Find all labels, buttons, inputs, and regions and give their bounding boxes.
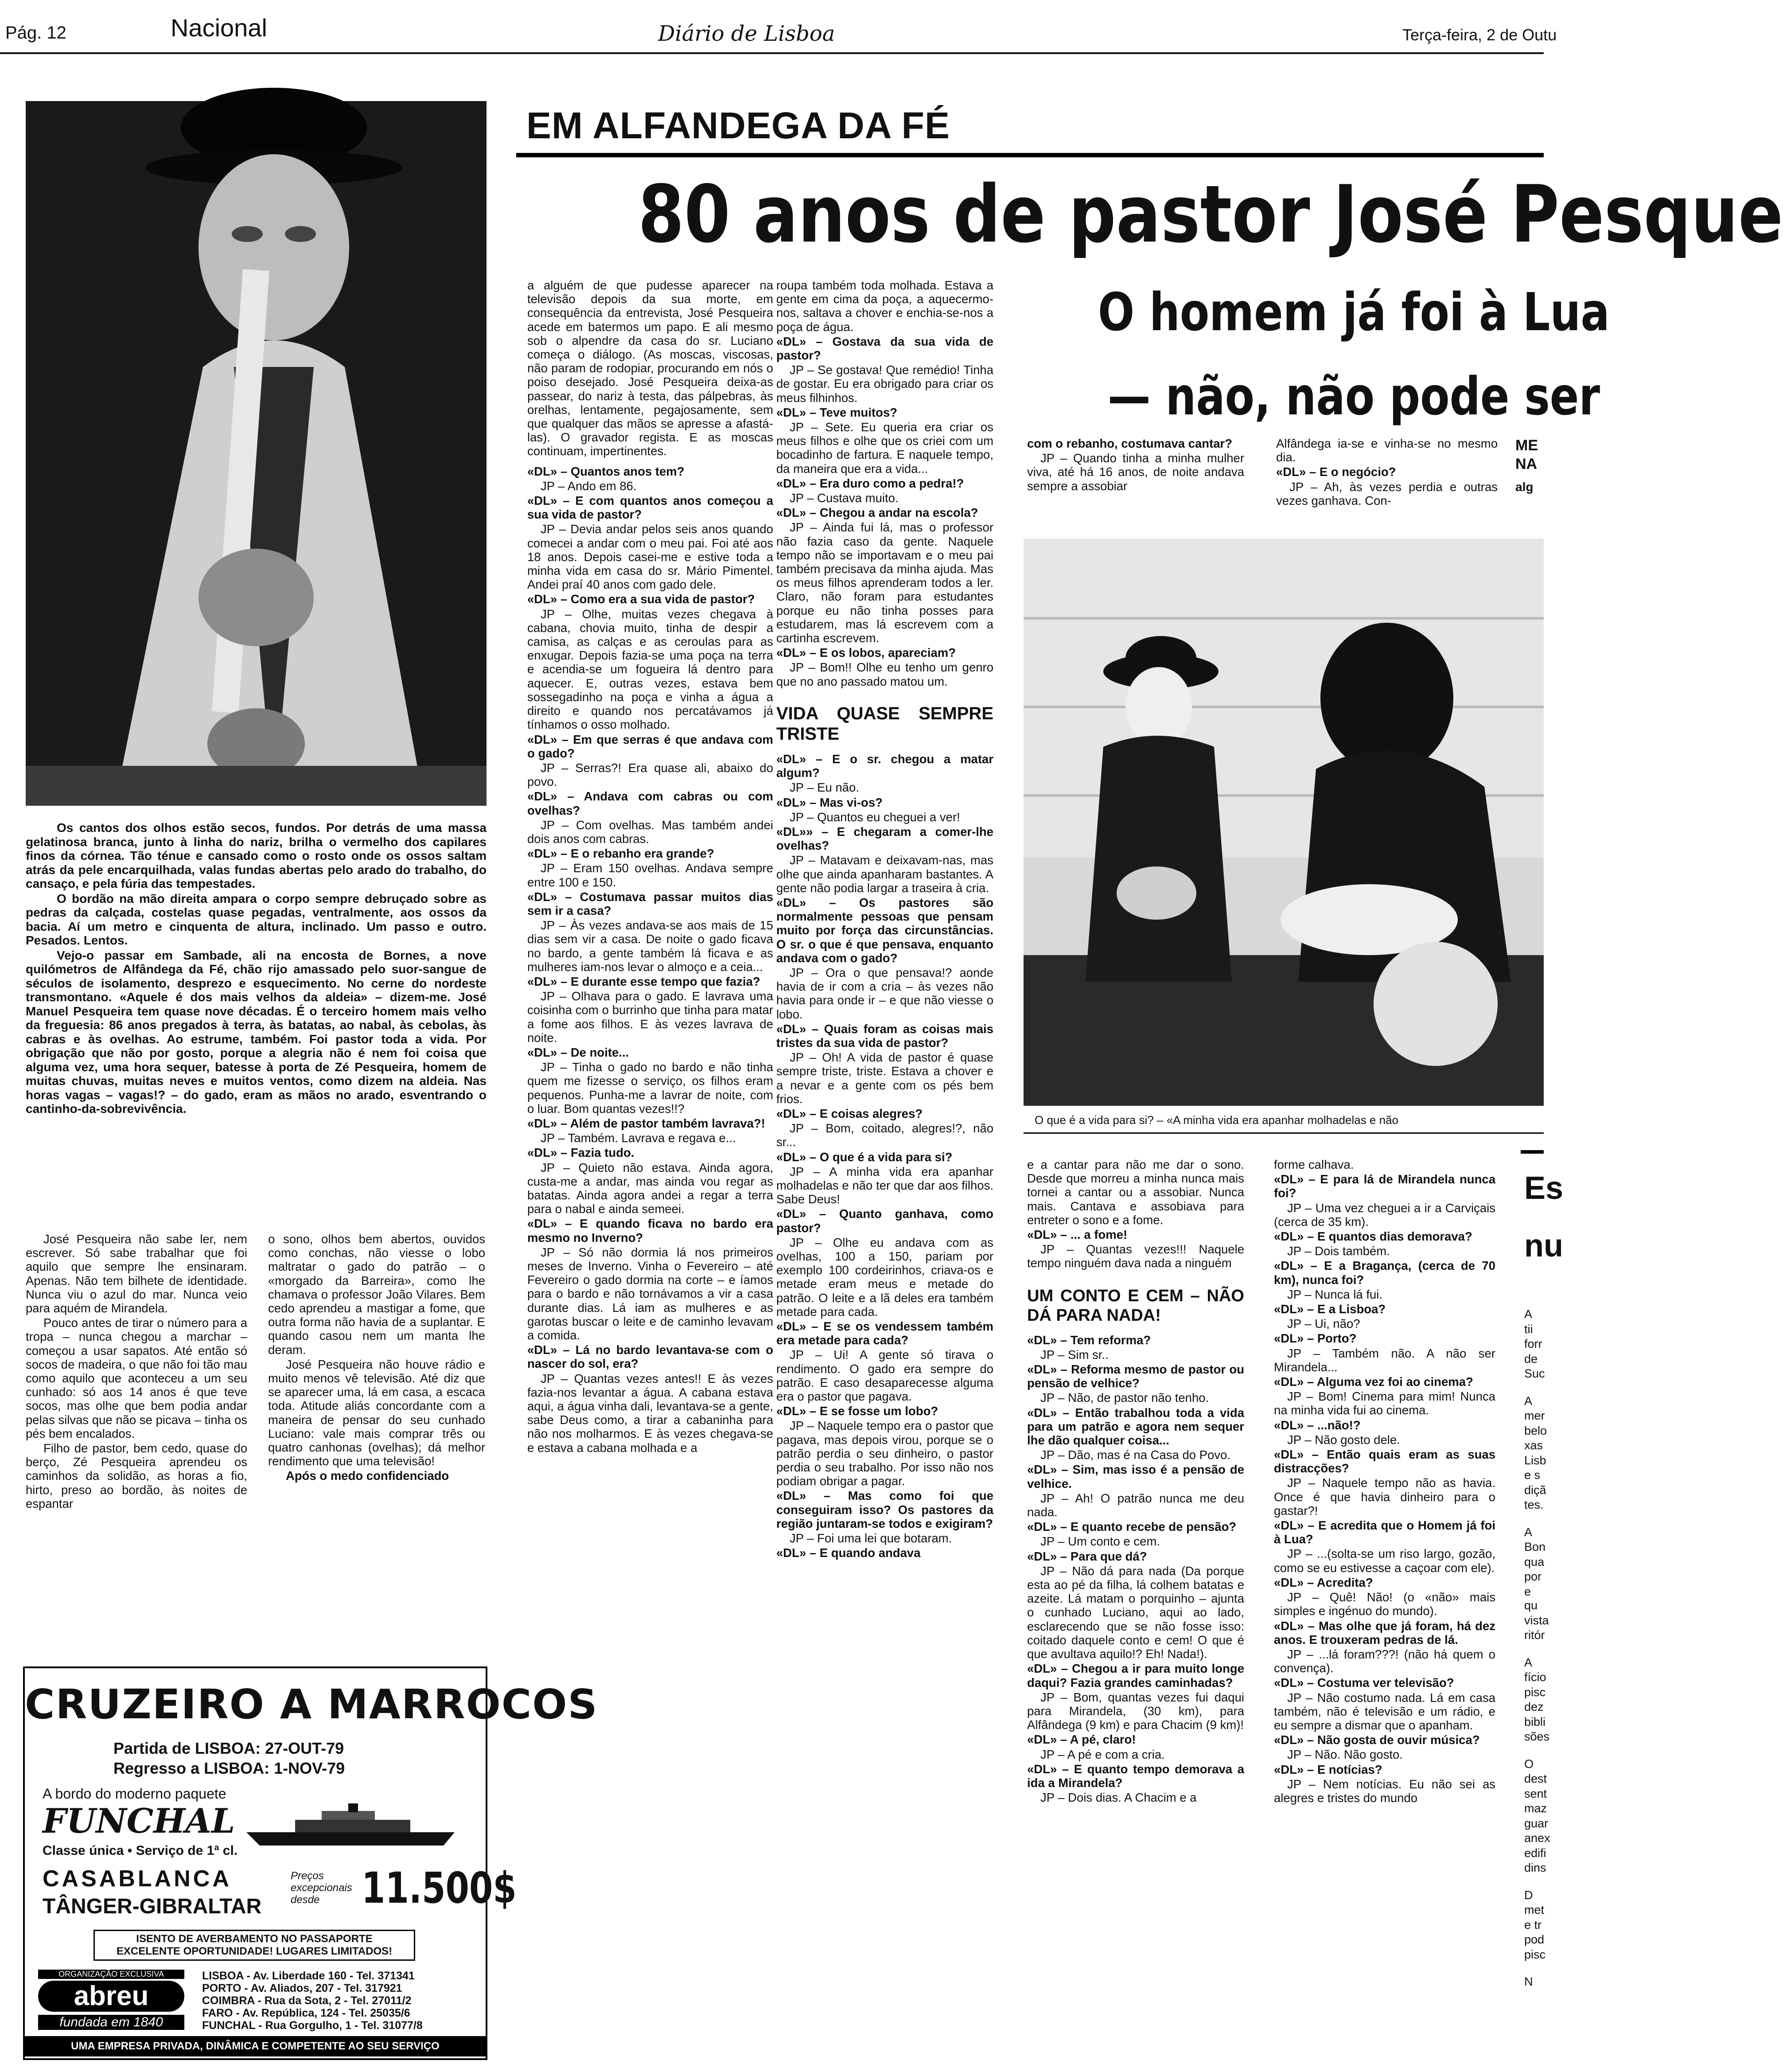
answer: JP – Sete. Eu queria era criar os meus filhos e olhe que os criei com um bocadinho de fartura. E naquele tempo, da maneira que era a vida... [776, 420, 993, 476]
fragment: mer [1524, 1409, 1545, 1422]
ad-address: FUNCHAL - Rua Gorgulho, 1 - Tel. 31077/8 [202, 2019, 423, 2032]
return-date: 1-NOV-79 [274, 1759, 345, 1777]
question: «DL» – E se os vendessem também era metade para cada? [776, 1319, 993, 1347]
paragraph: Pouco antes de tirar o número para a tropa – nunca chegou a marchar – começou a usar sapatos. Até então só socos de madeira, o que não foi tão mau como aquilo que aconteceu a um seu cunhado: só aos 14 anos é que teve socos, mas olhe que bem podia andar pelas silvas que não se picava – tinha os pés bem encalados. [26, 1316, 247, 1440]
question: «DL» – Costumava passar muitos dias sem ir a casa? [527, 890, 773, 917]
fragment: sões [1524, 1730, 1550, 1743]
fragment: pisc [1524, 1685, 1546, 1699]
question: «DL» – Fazia tudo. [527, 1146, 635, 1160]
answer: JP – Custava muito. [790, 491, 899, 505]
fragment: ME [1515, 437, 1538, 454]
answer: JP – Com ovelhas. Mas também andei dois anos com cabras. [527, 818, 773, 846]
kicker-rule [516, 153, 1544, 157]
ad-ship-name: FUNCHAL [43, 1801, 235, 1841]
answer: JP – Quantas vezes!!! Naquele tempo ninguém dava nada a ninguém [1027, 1242, 1244, 1270]
fragment: A [1524, 1655, 1533, 1669]
shepherd-and-woman-photo [1024, 538, 1544, 1106]
paragraph: e a cantar para não me dar o sono. Desde que morreu a minha nunca mais tornei a cantar ou a assobiar. Nunca mais. Cantava e assobiava para entreter o sono e a fome. [1027, 1158, 1244, 1227]
fragment: qua [1524, 1555, 1545, 1569]
question: «DL» – Quais foram as coisas mais tristes da sua vida de pastor? [776, 1022, 993, 1050]
question: «DL» – Além de pastor também lavrava?! [527, 1116, 765, 1130]
ad-tagline: UMA EMPRESA PRIVADA, DINÂMICA E COMPETENTE AO SEU SERVIÇO [25, 2036, 486, 2056]
paragraph: José Pesqueira não houve rádio e muito menos vê televisão. Até diz que se aparecer uma, lá em casa, a escaca toda. Atitude aliás concordante com a maneira de pensar do seu cunhado Luciano: vale mais comprar três ou quatro canhonas (ovelhas); dá melhor rendimento que uma televisão! [268, 1357, 485, 1468]
ad-founded: fundada em 1840 [38, 2015, 184, 2030]
question: «DL» – E o negócio? [1276, 465, 1396, 479]
intro-text [26, 821, 487, 1198]
departure-date: 27-OUT-79 [265, 1739, 344, 1757]
question: «DL» – Teve muitos? [776, 405, 898, 419]
question: «DL» – E o rebanho era grande? [527, 847, 714, 861]
answer: JP – Quieto não estava. Ainda agora, custa-me a andar, mas ainda vou regar as batatas. Ainda agora andei a regar a terra para o nabal e ainda semeei. [527, 1160, 773, 1216]
answer: JP – Também não. A não ser Mirandela... [1274, 1346, 1495, 1374]
question: «DL» – Chegou a andar na escola? [776, 506, 978, 520]
ad-address: COIMBRA - Rua da Sota, 2 - Tel. 27011/2 [202, 1994, 412, 2007]
answer: JP – Ainda fui lá, mas o professor não fazia caso da gente. Naquele tempo não se importavam e o meu pai também precisava da minha ajuda. Mas os meus filhos aprenderam todos a ler. Claro, não foram para estudantes porque eu não tinha posses para estudarem, mas lá escrevem com a cartinha escrevem. [776, 520, 993, 645]
ad-title: CRUZEIRO A MARROCOS [25, 1681, 598, 1728]
question: «DL» – E o sr. chegou a matar algum? [776, 752, 993, 780]
answer: JP – Bom! Cinema para mim! Nunca na minha vida fui ao cinema. [1274, 1389, 1495, 1417]
fragment: tii [1524, 1322, 1533, 1336]
answer: JP – Nem notícias. Eu não sei as alegres e tristes do mundo [1274, 1777, 1495, 1805]
answer: JP – Sim sr.. [1040, 1347, 1109, 1362]
answer: JP – Quantos eu cheguei a ver! [790, 810, 960, 824]
question: «DL» – Para que dá? [1027, 1549, 1147, 1563]
question: «DL» – Então quais eram as suas distracções? [1274, 1448, 1495, 1475]
fragment: dest [1524, 1772, 1547, 1785]
fragment: Bon [1524, 1540, 1546, 1553]
question: «DL» – Lá no bardo levantava-se com o nascer do sol, era? [527, 1343, 773, 1371]
paragraph: o sono, olhos bem abertos, ouvidos como conchas, não viesse o lobo maltratar o gado do patrão – o «morgado da Barreira», como lhe chamava o professor João Vilares. Bem cedo aprendeu a mastigar a fome, que outra forma não havia de a suplantar. E quando casou nem um manta lhe deram. [268, 1232, 485, 1357]
section-name: Nacional [171, 14, 267, 42]
abreu-logo: abreu [38, 1981, 184, 2012]
fragment: e tr [1524, 1918, 1542, 1932]
ad-org-label: ORGANIZAÇÃO EXCLUSIVA [38, 1970, 184, 1979]
answer: JP – Olhe eu andava com as ovelhas, 100 a 150, pariam por exemplo 100 cordeirinhos, criava-os e metade eram meus e metade do patrão. O leite e a lã deles era também metade para cada. [776, 1235, 993, 1319]
cruise-advertisement [23, 1666, 598, 2060]
fragment: sent [1524, 1787, 1547, 1800]
question: «DL» – E quando andava [776, 1546, 921, 1560]
answer: JP – Às vezes andava-se aos mais de 15 dias sem vir a casa. De noite o gado ficava no bardo, a gente também lá ficava e as mulheres iam-nos levar o almoço e a ceia... [527, 918, 773, 974]
ad-address: FARO - Av. República, 124 - Tel. 25035/6 [202, 2007, 410, 2019]
question: «DL» – Quantos anos tem? [527, 464, 685, 478]
question: «DL» – Andava com cabras ou com ovelhas? [527, 789, 773, 817]
fragment: N [1524, 1975, 1533, 1988]
question: «DL» – Era duro como a pedra!? [776, 476, 964, 490]
ad-address: PORTO - Av. Aliados, 207 - Tel. 317921 [202, 1982, 402, 1994]
question: «DL» – E para lá de Mirandela nunca foi? [1274, 1172, 1495, 1200]
fragment: D [1524, 1888, 1533, 1902]
question: «DL» – De noite... [527, 1045, 629, 1059]
departure-label: Partida de LISBOA: [113, 1739, 261, 1757]
answer: JP – Matavam e deixavam-nas, mas olhe que ainda apanharam bastantes. A gente não podia largar a traseira à cria. [776, 853, 993, 895]
fragment: tes. [1524, 1498, 1544, 1511]
fragment: xas [1524, 1439, 1543, 1452]
paragraph: a alguém de que pudesse aparecer na televisão depois da sua morte, em consequência da entrevista, José Pesqueira acede em batermos um papo. E ali mesmo sob o alpendre da casa do sr. Luciano começa o diálogo. (As moscas, viscosas, não param de rodopiar, procurando em nós o poiso desejado. José Pesqueira deixa-as passear, do nariz à testa, das pálpebras, às orelhas, lentamente, pegajosamente, sem que qualquer das mãos se apresse a afastá-las). O gravador regista. E as moscas continuam, impertinentes. [527, 278, 773, 458]
answer: JP – A minha vida era apanhar molhadelas e não ter que dar aos filhos. Sabe Deus! [776, 1164, 993, 1206]
ad-price: 11.500$ [362, 1863, 517, 1913]
ad-route-2: TÂNGER-GIBRALTAR [43, 1895, 262, 1918]
answer: JP – Oh! A vida de pastor é quase sempre triste, triste. Estava a chover e a nevar e a gente com os pés bem frios. [776, 1050, 993, 1106]
answer: JP – Eu não. [790, 780, 859, 795]
fragment: ritór [1524, 1628, 1545, 1642]
answer: JP – Bom, quantas vezes fui daqui para Mirandela, (30 km), para Alfândega (9 km) e para Chacim (9 km)! [1027, 1690, 1244, 1732]
question: «DL» – Não gosta de ouvir música? [1274, 1733, 1480, 1747]
column-5-top [1027, 437, 1244, 516]
answer: JP – Ui! A gente só tirava o rendimento. O gado era sempre do patrão. E caso desaparecesse alguma era o pastor que pagava. [776, 1348, 993, 1404]
question: «DL»» – E chegaram a comer-lhe ovelhas? [776, 824, 993, 853]
column-4 [776, 278, 993, 2047]
answer: JP – Ah! O patrão nunca me deu nada. [1027, 1491, 1244, 1519]
question: «DL» – Chegou a ir para muito longe daqui? Fazia grandes caminhadas? [1027, 1662, 1244, 1690]
answer: JP – Não, de pastor não tenho. [1040, 1391, 1209, 1405]
header-rule [0, 52, 1544, 54]
fragment: por [1524, 1570, 1542, 1583]
column-7-box-heading: Es [1524, 1171, 1564, 1206]
question: «DL» – Os pastores são normalmente pessoas que pensam muito por força das circunstâncias. O sr. o que é que pensava, enquanto andava com o gado? [776, 895, 993, 965]
question: «DL» – Quanto ganhava, como pastor? [776, 1207, 993, 1235]
fragment: met [1524, 1903, 1545, 1916]
fragment: A [1524, 1307, 1533, 1321]
fragment: fício [1524, 1670, 1546, 1684]
column-7-box-heading-2: nu [1524, 1228, 1563, 1264]
kicker: EM ALFANDEGA DA FÉ [526, 105, 950, 146]
answer: JP – Naquele tempo era o pastor que pagava, mas depois virou, porque se o patrão perdia o seu dinheiro, o pastor perdia o seu trabalho. Por isso não nos podiam obrigar a pagar. [776, 1419, 993, 1488]
fragment: bibli [1524, 1715, 1546, 1729]
answer: JP – Também. Lavrava e regava e... [541, 1131, 736, 1145]
paragraph: forme calhava. [1274, 1158, 1354, 1171]
answer: JP – Dois dias. A Chacim e a [1040, 1791, 1197, 1805]
answer: JP – Bom!! Olhe eu tenho um genro que no ano passado matou um. [776, 660, 993, 688]
fragment: dins [1524, 1861, 1546, 1874]
question: «DL» – E acredita que o Homem já foi à Lua? [1274, 1518, 1495, 1546]
question: «DL» – A pé, claro! [1027, 1733, 1136, 1747]
ad-price-label: Preços excepcionais desde [291, 1870, 352, 1906]
subheadline-1: O homem já foi à Lua [1098, 281, 1610, 343]
fragment: guar [1524, 1816, 1549, 1830]
question: «DL» – Em que serras é que andava com o gado? [527, 732, 773, 760]
answer: JP – Não gosto dele. [1287, 1432, 1400, 1447]
intro-paragraph: O bordão na mão direita ampara o corpo sempre debruçado sobre as pedras da calçada, costelas quase pegadas, ventralmente, aos ossos da bacia. Aí um metro e cinquenta de altura, inclinado. Um passo e outro. Pesados. Lentos. [26, 891, 487, 947]
column-3 [527, 278, 773, 2047]
answer: JP – Dois também. [1287, 1244, 1390, 1258]
answer: JP – Não. Não gosto. [1287, 1748, 1403, 1762]
column-6-top [1276, 437, 1498, 516]
fragment: dez [1524, 1700, 1544, 1713]
column-4-subhead: VIDA QUASE SEMPRE TRISTE [776, 703, 993, 744]
column-5 [1027, 1158, 1244, 2049]
fragment: maz [1524, 1802, 1547, 1815]
answer: JP – ...lá foram???! (não há quem o convença). [1274, 1647, 1495, 1675]
shepherd-portrait-photo [26, 101, 487, 806]
question: «DL» – Então trabalhou toda a vida para um patrão e agora nem sequer lhe dão qualquer coisa... [1027, 1405, 1244, 1448]
page-number: Pág. 12 [5, 23, 66, 43]
return-label: Regresso a LISBOA: [113, 1759, 270, 1777]
ad-departure [113, 1739, 344, 1758]
answer: JP – Olhava para o gado. E lavrava uma coisinha com o burrinho que tinha para matar a fome aos filhos. E às vezes lavrava de noite. [527, 989, 773, 1045]
ad-return [113, 1759, 345, 1778]
answer: JP – Um conto e cem. [1040, 1534, 1160, 1549]
question: «DL» – E a Lisboa? [1274, 1302, 1386, 1316]
question: «DL» – Porto? [1274, 1331, 1357, 1346]
question: «DL» – ...não!? [1274, 1418, 1361, 1432]
fragment: forr [1524, 1337, 1542, 1350]
fragment: Lisb [1524, 1453, 1546, 1467]
column-5-subhead: UM CONTO E CEM – NÃO DÁ PARA NADA! [1027, 1286, 1244, 1325]
question: «DL» – E quando ficava no bardo era mesmo no Inverno? [527, 1217, 773, 1245]
paragraph: Após o medo confidenciado [286, 1469, 449, 1483]
ad-route-1: CASABLANCA [43, 1866, 232, 1892]
answer: JP – Ora o que pensava!? aonde havia de ir com a cria – às vezes não havia para onde ir – e que não viesse o lobo. [776, 965, 993, 1021]
ad-exempt-1: ISENTO DE AVERBAMENTO NO PASSAPORTE [136, 1933, 373, 1945]
fragment: edifi [1524, 1846, 1546, 1860]
question: «DL» – Como era a sua vida de pastor? [527, 592, 755, 606]
issue-date: Terça-feira, 2 de Outu [1402, 26, 1557, 44]
headline: 80 anos de pastor José Pesque [638, 168, 1783, 260]
fragment: e qu [1524, 1584, 1538, 1612]
newspaper-title: Diário de Lisboa [658, 21, 835, 46]
question: «DL» – Mas olhe que já foram, há dez anos. E trouxeram pedras de lá. [1274, 1619, 1495, 1647]
question: «DL» – Gostava da sua vida de pastor? [776, 334, 993, 363]
intro-paragraph: Os cantos dos olhos estão secos, fundos. Por detrás de uma massa gelatinosa branca, junto à linha do nariz, brilha o vermelho dos capilares finos da córnea. Tão ténue e cansado como o rosto onde os ossos saltam atrás da pele encarquilhada, valas fundas abertas pelo arado do trabalho, do cansaço, e pela fúria das tempestades. [26, 821, 487, 890]
ship-illustration [242, 1801, 463, 1852]
answer: JP – Uma vez cheguei a ir a Carviçais (cerca de 35 km). [1274, 1201, 1495, 1229]
question: «DL» – Reforma mesmo de pastor ou pensão de velhice? [1027, 1362, 1244, 1390]
subheadline-2: — não, não pode ser [1108, 366, 1600, 427]
answer: JP – Não costumo nada. Lá em casa também, não é televisão e um rádio, e eu sempre a dismar que o apanham. [1274, 1690, 1495, 1732]
ad-exempt-2: EXCELENTE OPORTUNIDADE! LUGARES LIMITADOS! [116, 1945, 393, 1957]
answer: JP – Ah, às vezes perdia e outras vezes ganhava. Con- [1276, 480, 1498, 507]
answer: JP – Olhe, muitas vezes chegava à cabana, chovia muito, tinha de despir a camisa, as calças e as ceroulas para as enxugar. Depois fazia-se uma poça na terra e acendia-se um fogueira lá dentro para aquecer. E, outras vezes, estava bem sossegadinho na poça e vinha a água a direito e quando nos percatávamos já tínhamos o osso molhado. [527, 607, 773, 732]
column-2b [268, 1232, 485, 1631]
fragment: A [1524, 1394, 1533, 1408]
answer: JP – Quê! Não! (o «não» mais simples e ingénuo do mundo). [1274, 1590, 1495, 1618]
question: «DL» – Acredita? [1274, 1575, 1373, 1589]
answer: JP – Naquele tempo não as havia. Once é que havia dinheiro para o gastar?! [1274, 1476, 1495, 1518]
answer: JP – Eram 150 ovelhas. Andava sempre entre 100 e 150. [527, 861, 773, 889]
ad-class: Classe única • Serviço de 1ª cl. [43, 1843, 238, 1858]
fragment: A [1524, 1525, 1533, 1539]
paragraph: roupa também toda molhada. Estava a gente em cima da poça, a aquecermo-nos, saltava a chover e enchia-se-nos a poça de água. [776, 278, 993, 334]
answer: JP – Dão, mas é na Casa do Povo. [1040, 1448, 1231, 1462]
fragment: diçã [1524, 1483, 1546, 1497]
paragraph: José Pesqueira não sabe ler, nem escrever. Só sabe trabalhar que foi aquilo que sempre lhe ensinaram. Apenas. Não tem bilhete de identidade. Nunca viu o azul do mar. Nunca veio para aquém de Mirandela. [26, 1232, 247, 1315]
fragment: Suc [1524, 1367, 1545, 1380]
fragment: anex [1524, 1831, 1550, 1845]
caption-rule [1024, 1132, 1544, 1134]
question: «DL» – E com quantos anos começou a sua vida de pastor? [527, 494, 773, 522]
column-7-top [1515, 437, 1544, 521]
fragment: alg [1515, 480, 1534, 494]
photo-caption: O que é a vida para si? – «A minha vida era apanhar molhadelas e não [1035, 1113, 1398, 1127]
ad-aboard: A bordo do moderno paquete [43, 1786, 226, 1802]
answer: JP – Tinha o gado no bardo e não tinha quem me fizesse o serviço, os filhos eram pequenos. Punha-me a lavrar de noite, com o luar. Bom quantas vezes!!? [527, 1060, 773, 1116]
answer: JP – Serras?! Era quase ali, abaixo do povo. [527, 761, 773, 789]
answer: JP – Bom, coitado, alegres!?, não sr... [776, 1121, 993, 1149]
question: «DL» – E notícias? [1274, 1762, 1382, 1776]
question: «DL» – Mas vi-os? [776, 795, 883, 809]
column-7 [1524, 1307, 1550, 2052]
answer: JP – Se gostava! Que remédio! Tinha de gostar. Eu era obrigado para criar os meus filhinhos. [776, 363, 993, 405]
intro-paragraph: Vejo-o passar em Sambade, ali na encosta de Bornes, a nove quilómetros de Alfândega da Fé, chão rijo amassado pelo suor-sangue de séculos de isolamento, desprezo e esquecimento. No cerne do nordeste transmontano. «Aquele é dos mais velhos da aldeia» – dizem-me. José Manuel Pesqueira tem quase nove décadas. É o terceiro homem mais velho da freguesia: 86 anos pregados à terra, às batatas, ao nabal, às cebolas, às cabras e às ovelhas. Ao estrume, também. Foi pastor toda a vida. Por obrigação que não por gosto, porque a alegria não é nem foi coisa que alguma vez, uma hora sequer, batesse à porta de Zé Pesqueira, homem de muitas chuvas, muitas neves e muitos ventos, como dizem na aldeia. Nas horas vagas – vagas!? – do gado, eram as mãos no arado, esventrando o cantinho-da-sobrevivência. [26, 948, 487, 1116]
question: «DL» – Tem reforma? [1027, 1333, 1151, 1347]
fragment: O [1524, 1757, 1534, 1771]
fragment: de [1524, 1352, 1538, 1366]
fragment: pod [1524, 1933, 1545, 1946]
paragraph: Alfândega ia-se e vinha-se no mesmo dia. [1276, 437, 1498, 464]
question: «DL» – O que é a vida para si? [776, 1150, 953, 1164]
fragment: vista [1524, 1613, 1549, 1627]
question: «DL» – E se fosse um lobo? [776, 1404, 938, 1418]
answer: JP – Ui, não? [1287, 1317, 1360, 1331]
question: «DL» – ... a fome! [1027, 1228, 1128, 1242]
answer: JP – Nunca lá fui. [1287, 1287, 1383, 1301]
answer: JP – Ando em 86. [541, 479, 637, 493]
answer: JP – Só não dormia lá nos primeiros meses de Inverno. Vinha o Fevereiro – até Fevereiro o gado dormia na corte – e íamos para o bardo e não tornávamos a vir a casa durante dias. Lá iam as mulheres e as garotas buscar o leite e de caminho levavam a comida. [527, 1245, 773, 1342]
ad-address: LISBOA - Av. Liberdade 160 - Tel. 371341 [202, 1970, 415, 1982]
column-6 [1274, 1158, 1495, 2049]
question: «DL» – E durante esse tempo que fazia? [527, 974, 760, 988]
answer: JP – Quantas vezes antes!! E às vezes fazia-nos levantar a água. A cabana estava aqui, a água vinha dali, levantava-se a gente, sabe Deus como, a tirar a cabaninha para não nos molharmos. E às vezes chegava-se e estava a cabana molhada e a [527, 1371, 773, 1455]
answer: JP – A pé e com a cria. [1040, 1747, 1165, 1761]
question: «DL» – Mas como foi que conseguiram isso? Os pastores da região juntaram-se todos e exigiram? [776, 1489, 993, 1530]
ad-addresses [202, 1970, 477, 2032]
fragment: belo [1524, 1424, 1547, 1437]
question: «DL» – E quanto recebe de pensão? [1027, 1520, 1237, 1534]
question: «DL» – E coisas alegres? [776, 1106, 923, 1120]
question: «DL» – Sim, mas isso é a pensão de velhice. [1027, 1463, 1244, 1491]
fragment: NA [1515, 456, 1538, 472]
paragraph: com o rebanho, costumava cantar? [1027, 437, 1233, 450]
question: «DL» – E quanto tempo demorava a ida a Mirandela? [1027, 1762, 1244, 1790]
answer: JP – Não dá para nada (Da porque esta ao pé da filha, lá colhem batatas e azeite. Lá matam o porquinho – ajunta o cunhado Luciano, aqui ao lado, esclarecendo que se não fosse isso: coitado daquele conto e cem! O que é que avultava aquilo!? Eh! Nada!). [1027, 1564, 1244, 1661]
fragment: pisc [1524, 1947, 1546, 1961]
column-1b [26, 1232, 247, 1631]
answer: JP – Foi uma lei que botaram. [790, 1531, 952, 1545]
answer: JP – Quando tinha a minha mulher viva, até há 16 anos, de noite andava sempre a assobiar [1027, 451, 1244, 493]
question: «DL» – E os lobos, apareciam? [776, 646, 956, 660]
fragment: e s [1524, 1468, 1541, 1482]
question: «DL» – Alguma vez foi ao cinema? [1274, 1375, 1473, 1389]
answer: JP – Devia andar pelos seis anos quando comecei a andar com o meu pai. Foi até aos 18 anos. Depois casei-me e estive toda a minha vida em casa do sr. Mário Pimentel. Andei praí 40 anos com gado dele. [527, 522, 773, 592]
paragraph: Filho de pastor, bem cedo, quase do berço, Zé Pesqueira aprendeu os caminhos da solidão, as horas a fio, hirto, preso ao bordão, às noites de espantar [26, 1441, 247, 1510]
ad-exempt-box [93, 1930, 415, 1961]
question: «DL» – E quantos dias demorava? [1274, 1229, 1472, 1244]
question: «DL» – Costuma ver televisão? [1274, 1676, 1454, 1690]
answer: JP – ...(solta-se um riso largo, gozão, como se eu estivesse a caçoar com ele). [1274, 1547, 1495, 1575]
question: «DL» – E a Bragança, (cerca de 70 km), nunca foi? [1274, 1259, 1495, 1287]
column-7-box-rule [1521, 1150, 1544, 1154]
